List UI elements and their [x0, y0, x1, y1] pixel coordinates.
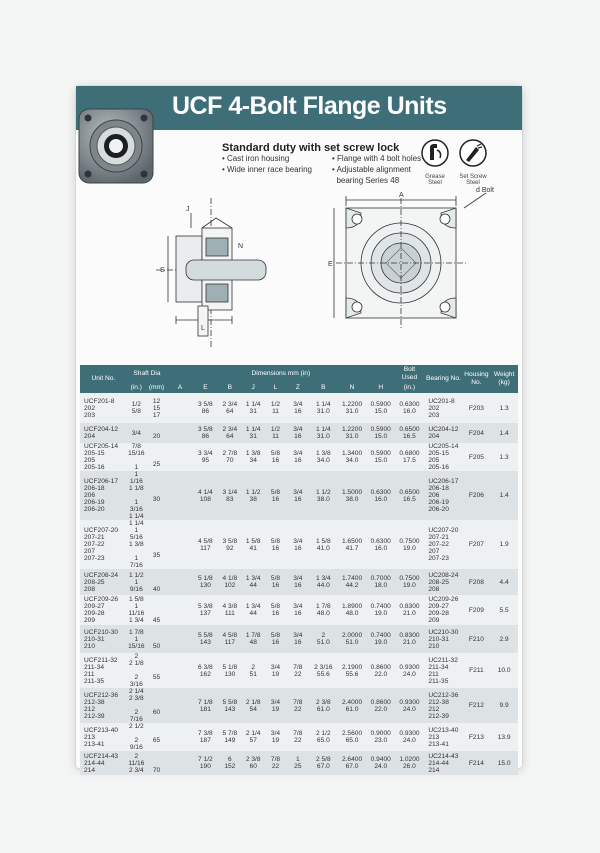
cell-z: 7/8 22: [286, 688, 309, 723]
cell-h: 0.6300 16.0: [367, 471, 395, 520]
cell-a: [167, 625, 193, 653]
col-sub-h: H: [367, 383, 395, 393]
cell-a: [167, 595, 193, 625]
cell-l: 1/2 11: [265, 393, 286, 423]
cell-in: 2 1/2 2 9/16: [127, 723, 146, 751]
col-header-bolt: Bolt Used: [395, 365, 425, 383]
cell-unit: UCF212-36 212-38 212 212-39: [80, 688, 127, 723]
cell-unit: UCF204-12 204: [80, 423, 127, 443]
cell-bolt: 0.9300 24.0: [395, 723, 425, 751]
cell-a: [167, 751, 193, 775]
cell-l: 5/8 16: [265, 443, 286, 471]
table-row: [80, 653, 518, 688]
col-sub-n: N: [337, 383, 367, 393]
cell-e: 3 3/4 95: [193, 443, 219, 471]
cell-unit: UCF201-8 202 203: [80, 393, 127, 423]
cell-n: 2.4000 61.0: [337, 688, 367, 723]
cell-in: 1 1/4 1 5/16 1 3/8 1 7/16: [127, 520, 146, 569]
feature-item: • Adjustable alignment: [332, 165, 411, 174]
cell-e: 7 1/8 181: [193, 688, 219, 723]
dim-label-e: E: [328, 261, 333, 268]
cell-z: 3/4 16: [286, 443, 309, 471]
cell-bolt: 0.6800 17.5: [395, 443, 425, 471]
cell-unit: UCF208-24 208-25 208: [80, 569, 127, 595]
cell-n: 2.5600 65.0: [337, 723, 367, 751]
cell-e: 7 3/8 187: [193, 723, 219, 751]
cell-bolt: 0.7500 19.0: [395, 520, 425, 569]
cell-l: 5/8 16: [265, 595, 286, 625]
cell-z: 3/4 16: [286, 595, 309, 625]
cell-l: 5/8 16: [265, 471, 286, 520]
cell-unit: UCF214-43 214-44 214: [80, 751, 127, 775]
cell-housing: F212: [463, 688, 491, 723]
feature-item: bearing Series 48: [336, 176, 400, 185]
col-sub-mm: (mm): [146, 383, 167, 393]
cell-b: 3 5/8 92: [218, 520, 241, 569]
cell-h: 0.5900 15.0: [367, 443, 395, 471]
table-row: [80, 393, 518, 423]
cell-b: 2 3/4 64: [218, 393, 241, 423]
feature-item: • Wide inner race bearing: [222, 165, 312, 174]
subtitle: Standard duty with set screw lock: [222, 142, 400, 154]
cell-h: 0.5900 15.0: [367, 393, 395, 423]
cell-housing: F214: [463, 751, 491, 775]
cell-bolt: 0.6500 16.5: [395, 471, 425, 520]
cell-mm: 20: [146, 423, 167, 443]
col-header-housing: Housing No.: [463, 365, 491, 393]
cell-weight: 1.3: [490, 393, 518, 423]
cell-b2: 1 3/8 34.0: [310, 443, 338, 471]
col-sub-b2: B: [310, 383, 338, 393]
features-right: [332, 153, 422, 186]
cell-j: 1 1/2 38: [242, 471, 265, 520]
cell-b: 2 7/8 70: [218, 443, 241, 471]
cell-l: 3/4 19: [265, 653, 286, 688]
cell-mm: 70: [146, 751, 167, 775]
table-row: [80, 520, 518, 569]
cell-mm: 55: [146, 653, 167, 688]
cell-l: 5/8 16: [265, 569, 286, 595]
cell-z: 3/4 16: [286, 569, 309, 595]
cell-a: [167, 653, 193, 688]
cell-bearing: UC204-12 204: [424, 423, 462, 443]
technical-drawing: [146, 188, 506, 358]
dim-label-a: A: [399, 192, 404, 199]
cell-in: 2 1/4 2 3/8 2 7/16: [127, 688, 146, 723]
cell-housing: F205: [463, 443, 491, 471]
cell-b2: 2 3/16 55.6: [310, 653, 338, 688]
col-sub-in: (in.): [127, 383, 146, 393]
cell-j: 1 3/4 44: [242, 595, 265, 625]
cell-bolt: 0.6300 16.0: [395, 393, 425, 423]
cell-e: 5 1/8 130: [193, 569, 219, 595]
cell-l: 3/4 19: [265, 688, 286, 723]
table-row: [80, 688, 518, 723]
cell-weight: 1.4: [490, 423, 518, 443]
cell-mm: 25: [146, 443, 167, 471]
cell-n: 2.1900 55.6: [337, 653, 367, 688]
cell-housing: F211: [463, 653, 491, 688]
cell-z: 1 25: [286, 751, 309, 775]
cell-n: 1.2200 31.0: [337, 393, 367, 423]
cell-h: 0.9400 24.0: [367, 751, 395, 775]
cell-mm: 45: [146, 595, 167, 625]
cell-a: [167, 443, 193, 471]
cell-b: 5 5/8 143: [218, 688, 241, 723]
cell-housing: F209: [463, 595, 491, 625]
cell-z: 3/4 16: [286, 625, 309, 653]
cell-weight: 1.3: [490, 443, 518, 471]
cell-b2: 1 1/4 31.0: [310, 423, 338, 443]
product-photo: [76, 106, 156, 186]
cell-unit: UCF207-20 207-21 207-22 207 207-23: [80, 520, 127, 569]
cell-z: 3/4 16: [286, 471, 309, 520]
cell-unit: UCF211-32 211-34 211 211-35: [80, 653, 127, 688]
cell-e: 7 1/2 190: [193, 751, 219, 775]
cell-unit: UCF205-14 205-15 205 205-16: [80, 443, 127, 471]
cell-weight: 15.0: [490, 751, 518, 775]
col-sub-e: E: [193, 383, 219, 393]
cell-bearing: UC214-43 214-44 214: [424, 751, 462, 775]
table-row: [80, 625, 518, 653]
cell-weight: 1.9: [490, 520, 518, 569]
cell-l: 5/8 16: [265, 625, 286, 653]
cell-a: [167, 471, 193, 520]
cell-housing: F203: [463, 393, 491, 423]
cell-j: 1 7/8 48: [242, 625, 265, 653]
cell-j: 1 1/4 31: [242, 393, 265, 423]
cell-unit: UCF210-30 210-31 210: [80, 625, 127, 653]
cell-b2: 2 3/8 61.0: [310, 688, 338, 723]
col-sub-j: J: [242, 383, 265, 393]
cell-j: 1 5/8 41: [242, 520, 265, 569]
cell-a: [167, 723, 193, 751]
col-header-dimensions: Dimensions mm (in): [167, 365, 394, 383]
dim-label-n: N: [238, 243, 244, 250]
cell-b: 3 1/4 83: [218, 471, 241, 520]
cell-h: 0.6300 16.0: [367, 520, 395, 569]
cell-weight: 2.9: [490, 625, 518, 653]
cell-b: 5 1/8 130: [218, 653, 241, 688]
cell-mm: 40: [146, 569, 167, 595]
cell-b2: 1 3/4 44.0: [310, 569, 338, 595]
cell-e: 5 3/8 137: [193, 595, 219, 625]
dim-label-j: J: [186, 206, 190, 213]
cell-bearing: UC205-14 205-15 205 205-16: [424, 443, 462, 471]
setscrew-icon: Set Screw Steel: [456, 138, 490, 186]
cell-j: 2 51: [242, 653, 265, 688]
col-sub-z: Z: [286, 383, 309, 393]
cell-bearing: UC209-26 209-27 209-28 209: [424, 595, 462, 625]
cell-z: 3/4 16: [286, 393, 309, 423]
spec-sheet: [76, 86, 522, 774]
cell-bearing: UC213-40 213 213-41: [424, 723, 462, 751]
cell-l: 3/4 19: [265, 723, 286, 751]
cell-b2: 2 5/8 67.0: [310, 751, 338, 775]
cell-n: 1.5000 38.0: [337, 471, 367, 520]
specification-table: [80, 365, 518, 775]
cell-mm: 35: [146, 520, 167, 569]
col-header-shaft: Shaft Dia: [127, 365, 167, 383]
col-sub-bolt-in: (in.): [395, 383, 425, 393]
cell-bolt: 0.9300 24.0: [395, 688, 425, 723]
cell-mm: 12 15 17: [146, 393, 167, 423]
cell-in: 2 2 1/8 2 3/16: [127, 653, 146, 688]
table-row: [80, 423, 518, 443]
cell-e: 4 5/8 117: [193, 520, 219, 569]
cell-h: 0.8600 22.0: [367, 688, 395, 723]
cell-housing: F207: [463, 520, 491, 569]
cell-l: 7/8 22: [265, 751, 286, 775]
cell-in: 1 1/2 1 9/16: [127, 569, 146, 595]
cell-bearing: UC207-20 207-21 207-22 207 207-23: [424, 520, 462, 569]
features-left: [222, 153, 332, 175]
cell-mm: 65: [146, 723, 167, 751]
col-sub-l: L: [265, 383, 286, 393]
cell-unit: UCF206-17 206-18 206 206-19 206-20: [80, 471, 127, 520]
cell-in: 1 5/8 1 11/16 1 3/4: [128, 596, 145, 624]
cell-n: 1.3400 34.0: [337, 443, 367, 471]
col-sub-b: B: [218, 383, 241, 393]
cell-housing: F208: [463, 569, 491, 595]
cell-housing: F206: [463, 471, 491, 520]
cell-a: [167, 520, 193, 569]
cell-j: 1 3/8 34: [242, 443, 265, 471]
cell-weight: 4.4: [490, 569, 518, 595]
cell-e: 6 3/8 162: [193, 653, 219, 688]
cell-b2: 2 1/2 65.0: [310, 723, 338, 751]
col-header-bearing: Bearing No.: [424, 365, 462, 393]
cell-n: 1.7400 44.2: [337, 569, 367, 595]
cell-in: 1 1/16 1 1/8 1 3/16 1 1/4: [127, 471, 146, 520]
grease-fitting-icon: Grease Steel: [418, 138, 452, 186]
cell-b2: 1 5/8 41.0: [310, 520, 338, 569]
cell-weight: 10.0: [490, 653, 518, 688]
table-row: [80, 569, 518, 595]
cell-bolt: 1.0200 26.0: [395, 751, 425, 775]
cell-n: 2.0000 51.0: [337, 625, 367, 653]
table-row: [80, 595, 518, 625]
cell-bearing: UC211-32 211-34 211 211-35: [424, 653, 462, 688]
cell-h: 0.8600 22.0: [367, 653, 395, 688]
cell-j: 2 1/4 57: [242, 723, 265, 751]
cell-weight: 13.9: [490, 723, 518, 751]
dim-label-s: S: [160, 267, 165, 274]
cell-b2: 1 7/8 48.0: [310, 595, 338, 625]
cell-bolt: 0.9300 24.0: [395, 653, 425, 688]
cell-j: 2 3/8 60: [242, 751, 265, 775]
cell-n: 1.8900 48.0: [337, 595, 367, 625]
cell-bolt: 0.7500 19.0: [395, 569, 425, 595]
cell-n: 1.2200 31.0: [337, 423, 367, 443]
cell-b: 4 1/8 102: [218, 569, 241, 595]
dim-label-l: L: [201, 325, 205, 332]
cell-weight: 9.9: [490, 688, 518, 723]
cell-bearing: UC206-17 206-18 206 206-19 206-20: [424, 471, 462, 520]
cell-mm: 50: [146, 625, 167, 653]
cell-z: 7/8 22: [286, 653, 309, 688]
table-row: [80, 723, 518, 751]
cell-n: 2.6400 67.0: [337, 751, 367, 775]
cell-unit: UCF213-40 213 213-41: [80, 723, 127, 751]
feature-item: • Cast iron housing: [222, 154, 290, 163]
cell-h: 0.7000 18.0: [367, 569, 395, 595]
cell-b: 6 152: [218, 751, 241, 775]
cell-b2: 1 1/4 31.0: [310, 393, 338, 423]
cell-l: 1/2 11: [265, 423, 286, 443]
cell-bearing: UC201-8 202 203: [424, 393, 462, 423]
cell-b: 4 3/8 111: [218, 595, 241, 625]
cell-e: 3 5/8 86: [193, 393, 219, 423]
bolt-label: d Bolt: [476, 187, 494, 194]
cell-mm: 30: [146, 471, 167, 520]
cell-b2: 2 51.0: [310, 625, 338, 653]
cell-b2: 1 1/2 38.0: [310, 471, 338, 520]
cell-bolt: 0.8300 21.0: [395, 625, 425, 653]
cell-z: 7/8 22: [286, 723, 309, 751]
cell-e: 3 5/8 86: [193, 423, 219, 443]
cell-bolt: 0.6500 16.5: [395, 423, 425, 443]
col-header-weight: Weight (kg): [490, 365, 518, 393]
cell-unit: UCF209-26 209-27 209-28 209: [80, 595, 127, 625]
cell-l: 5/8 16: [265, 520, 286, 569]
cell-b: 4 5/8 117: [218, 625, 241, 653]
cell-bearing: UC212-36 212-38 212 212-39: [424, 688, 462, 723]
cell-b: 5 7/8 149: [218, 723, 241, 751]
col-sub-a: A: [167, 383, 193, 393]
cell-j: 1 3/4 44: [242, 569, 265, 595]
cell-z: 3/4 16: [286, 423, 309, 443]
cell-h: 0.9000 23.0: [367, 723, 395, 751]
table-row: [80, 751, 518, 775]
cell-housing: F213: [463, 723, 491, 751]
cell-in: 3/4: [127, 423, 146, 443]
cell-a: [167, 393, 193, 423]
feature-item: • Flange with 4 bolt holes: [332, 154, 422, 163]
cell-h: 0.5900 15.0: [367, 423, 395, 443]
cell-h: 0.7400 19.0: [367, 625, 395, 653]
cell-b: 2 3/4 64: [218, 423, 241, 443]
cell-a: [167, 423, 193, 443]
cell-in: 1 7/8 1 15/16: [127, 625, 146, 653]
cell-weight: 1.4: [490, 471, 518, 520]
cell-z: 3/4 16: [286, 520, 309, 569]
cell-in: 1/2 5/8: [127, 393, 146, 423]
cell-a: [167, 688, 193, 723]
cell-in: 2 11/16 2 3/4: [128, 752, 145, 774]
cell-bearing: UC210-30 210-31 210: [424, 625, 462, 653]
table-row: [80, 471, 518, 520]
table-row: [80, 443, 518, 471]
cell-e: 5 5/8 143: [193, 625, 219, 653]
cell-bolt: 0.8300 21.0: [395, 595, 425, 625]
cell-e: 4 1/4 108: [193, 471, 219, 520]
cell-j: 2 1/8 54: [242, 688, 265, 723]
cell-housing: F210: [463, 625, 491, 653]
cell-housing: F204: [463, 423, 491, 443]
cell-j: 1 1/4 31: [242, 423, 265, 443]
cell-in: 7/8 15/16 1: [128, 443, 145, 471]
cell-n: 1.6500 41.7: [337, 520, 367, 569]
page-title: UCF 4-Bolt Flange Units: [172, 92, 447, 120]
cell-mm: 60: [146, 688, 167, 723]
cell-h: 0.7400 19.0: [367, 595, 395, 625]
cell-bearing: UC208-24 208-25 208: [424, 569, 462, 595]
cell-a: [167, 569, 193, 595]
cell-weight: 5.5: [490, 595, 518, 625]
col-header-unit: Unit No.: [80, 365, 127, 393]
